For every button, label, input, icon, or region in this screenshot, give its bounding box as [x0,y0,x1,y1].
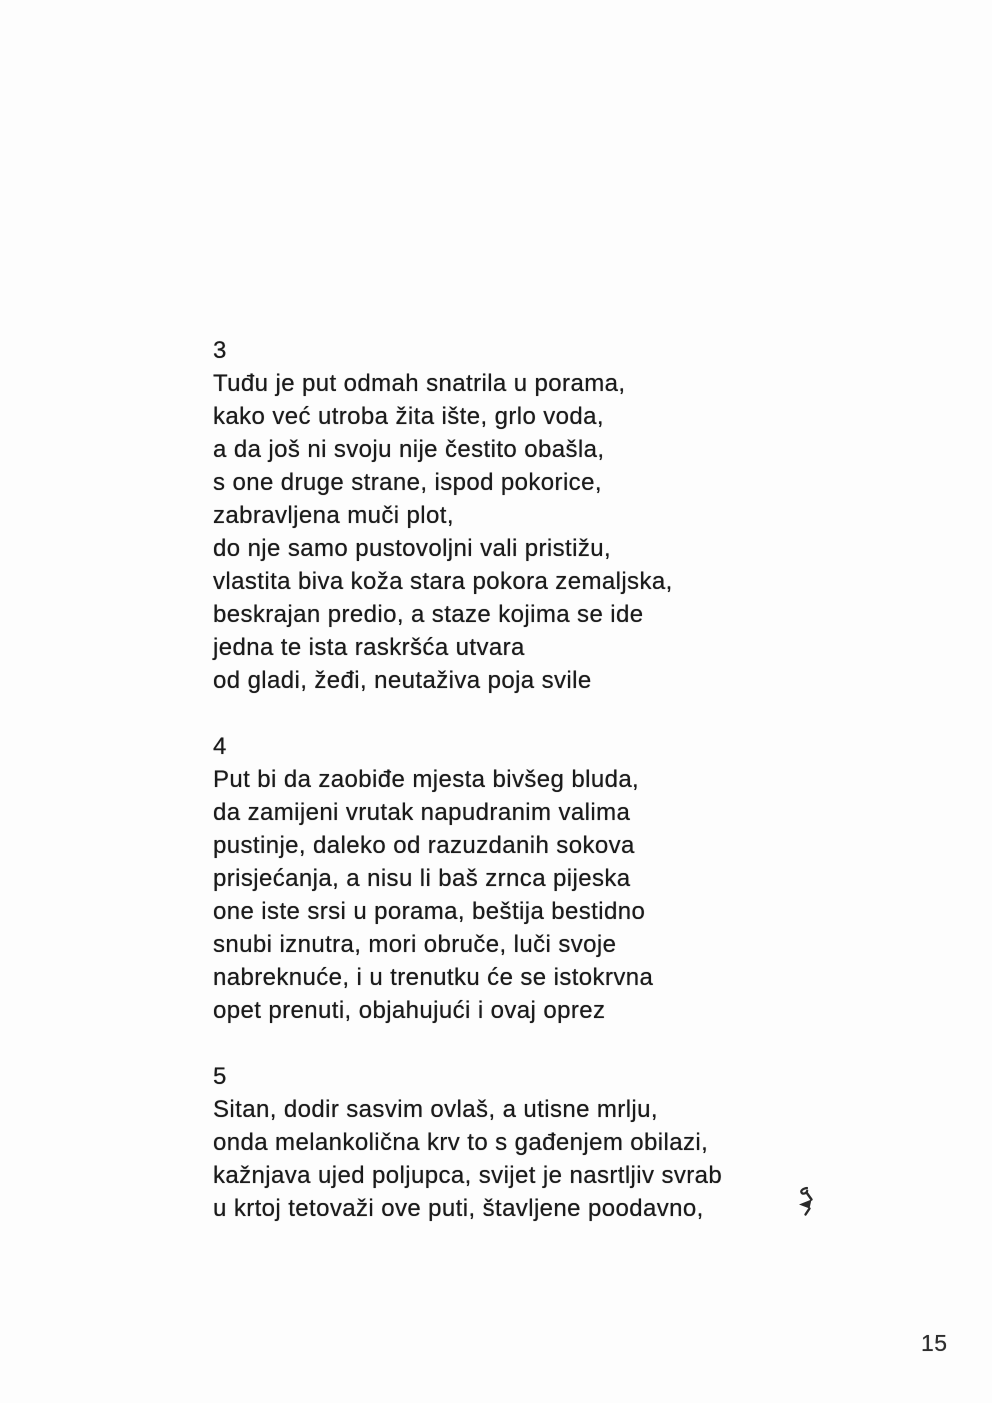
poem-line: zabravljena muči plot, [213,502,454,529]
poem-line: onda melankolična krv to s gađenjem obilazi, [213,1129,709,1156]
poem-line: opet prenuti, objahujući i ovaj oprez [213,997,606,1024]
poem-line: prisjećanja, a nisu li baš zrnca pijeska [213,865,631,892]
poem-line: do nje samo pustovoljni vali pristižu, [213,535,612,562]
stanza-3 [213,334,722,697]
poem [213,334,722,1258]
poem-line: kako već utroba žita ište, grlo voda, [213,403,604,430]
poem-line: snubi iznutra, mori obruče, luči svoje [213,931,617,958]
poem-line: od gladi, žeđi, neutaživa poja svile [213,667,592,694]
poem-line: Tuđu je put odmah snatrila u porama, [213,370,626,397]
poem-line: Sitan, dodir sasvim ovlaš, a utisne mrlju, [213,1096,658,1123]
poem-line: u krtoj tetovaži ove puti, štavljene poodavno, [213,1195,704,1222]
poem-line: jedna te ista raskršća utvara [213,634,525,661]
poem-line: Put bi da zaobiđe mjesta bivšeg bluda, [213,766,640,793]
stray-ink-mark-icon [792,1184,820,1220]
poem-line: vlastita biva koža stara pokora zemaljska, [213,568,673,595]
page-number: 15 [921,1330,948,1356]
poem-line: beskrajan predio, a staze kojima se ide [213,601,644,628]
poem-line: da zamijeni vrutak napudranim valima [213,799,631,826]
poem-line: kažnjava ujed poljupca, svijet je nasrtljiv svrab [213,1162,723,1189]
poem-line: s one druge strane, ispod pokorice, [213,469,602,496]
poem-line: one iste srsi u porama, beštija bestidno [213,898,646,925]
stanza-4 [213,730,722,1027]
stanza-5 [213,1060,722,1225]
poem-line: nabreknuće, i u trenutku će se istokrvna [213,964,654,991]
stanza-number: 4 [213,733,227,760]
stanza-number: 3 [213,337,227,364]
stanza-number: 5 [213,1063,227,1090]
poem-line: pustinje, daleko od razuzdanih sokova [213,832,635,859]
poem-line: a da još ni svoju nije čestito obašla, [213,436,605,463]
